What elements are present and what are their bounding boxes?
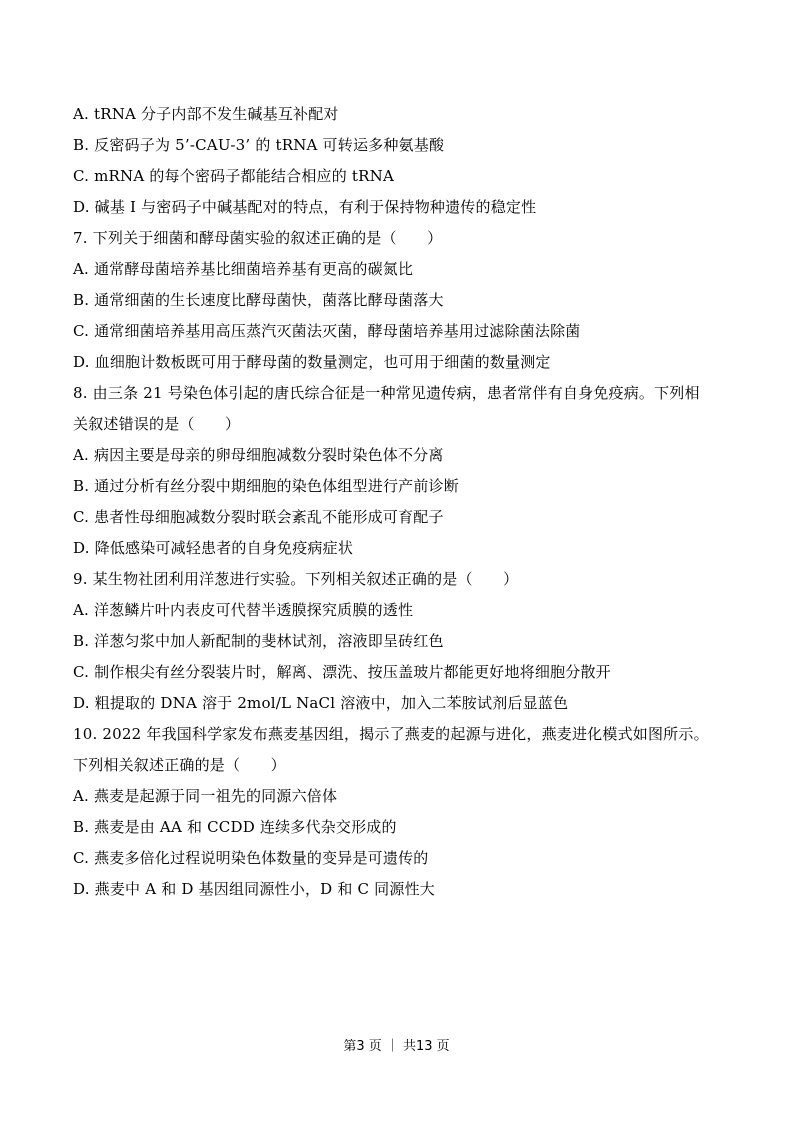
question-10-line-1: 10. 2022 年我国科学家发布燕麦基因组，揭示了燕麦的起源与进化，燕麦进化模式如图所示。 [73,725,709,743]
option-d-q6: D. 碱基 I 与密码子中碱基配对的特点，有利于保持物种遗传的稳定性 [73,198,537,216]
question-8-line-2: 关叙述错误的是（ ） [73,415,241,433]
page-footer: 第3 页 ｜ 共13 页 [343,1039,450,1054]
option-d-q7: D. 血细胞计数板既可用于酵母菌的数量测定，也可用于细菌的数量测定 [73,353,551,371]
option-b-q7: B. 通常细菌的生长速度比酵母菌快，菌落比酵母菌落大 [73,291,444,309]
question-9: 9. 某生物社团利用洋葱进行实验。下列相关叙述正确的是（ ） [73,570,519,588]
option-a-q6: A. tRNA 分子内部不发生碱基互补配对 [73,105,339,123]
option-d-q9: D. 粗提取的 DNA 溶于 2mol/L NaCl 溶液中，加入二苯胺试剂后显蓝色 [73,694,569,712]
option-a-q8: A. 病因主要是母亲的卵母细胞减数分裂时染色体不分离 [73,446,444,464]
option-d-q10: D. 燕麦中 A 和 D 基因组同源性小，D 和 C 同源性大 [73,880,435,898]
option-b-q6: B. 反密码子为 5’-CAU-3’ 的 tRNA 可转运多种氨基酸 [73,136,445,154]
question-7: 7. 下列关于细菌和酵母菌实验的叙述正确的是（ ） [73,229,443,247]
option-b-q9: B. 洋葱匀浆中加人新配制的斐林试剂，溶液即呈砖红色 [73,632,444,650]
option-c-q6: C. mRNA 的每个密码子都能结合相应的 tRNA [73,167,394,185]
question-10-line-2: 下列相关叙述正确的是（ ） [73,756,286,774]
option-a-q10: A. 燕麦是起源于同一祖先的同源六倍体 [73,787,338,805]
option-c-q9: C. 制作根尖有丝分裂装片时，解离、漂洗、按压盖玻片都能更好地将细胞分散开 [73,663,611,681]
option-b-q10: B. 燕麦是由 AA 和 CCDD 连续多代杂交形成的 [73,818,397,836]
option-a-q7: A. 通常酵母菌培养基比细菌培养基有更高的碳氮比 [73,260,414,278]
option-a-q9: A. 洋葱鳞片叶内表皮可代替半透膜探究质膜的透性 [73,601,414,619]
question-text [73,99,753,905]
option-d-q8: D. 降低感染可减轻患者的自身免疫病症状 [73,539,354,557]
option-b-q8: B. 通过分析有丝分裂中期细胞的染色体组型进行产前诊断 [73,477,459,495]
option-c-q10: C. 燕麦多倍化过程说明染色体数量的变异是可遗传的 [73,849,429,867]
option-c-q7: C. 通常细菌培养基用高压蒸汽灭菌法灭菌，酵母菌培养基用过滤除菌法除菌 [73,322,581,340]
option-c-q8: C. 患者性母细胞减数分裂时联会紊乱不能形成可育配子 [73,508,444,526]
question-8-line-1: 8. 由三条 21 号染色体引起的唐氏综合征是一种常见遗传病，患者常伴有自身免疫病。下列相 [73,384,700,402]
